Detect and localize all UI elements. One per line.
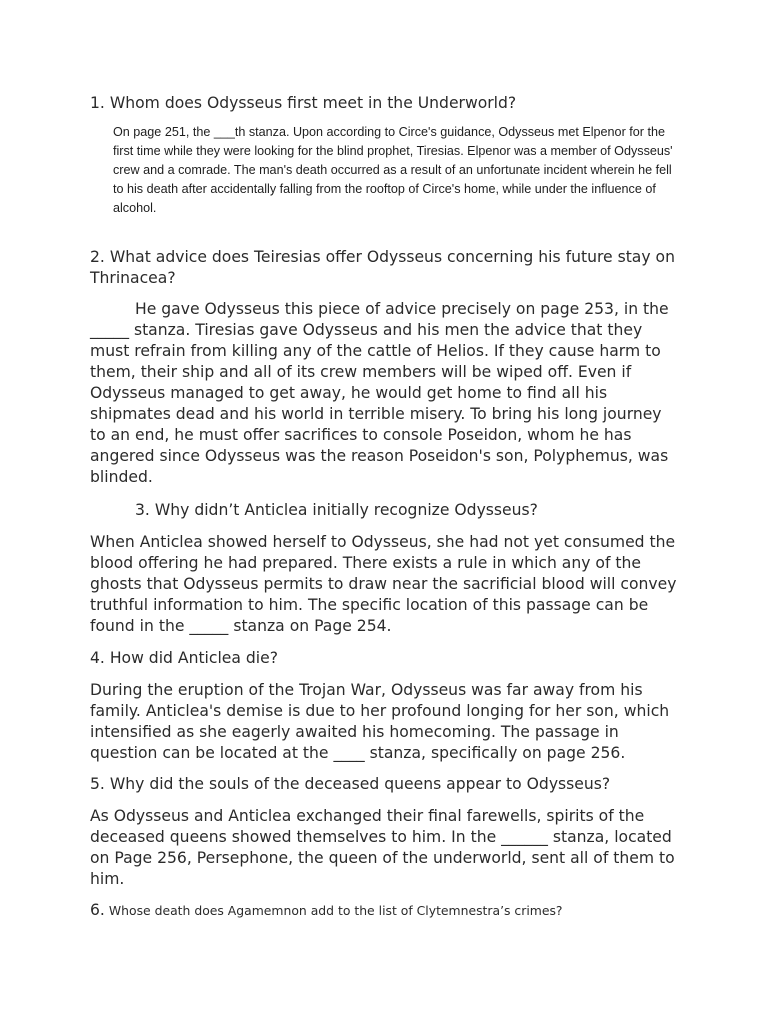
question-1: 1. Whom does Odysseus first meet in the Underworld? <box>90 94 517 112</box>
answer-3: When Anticlea showed herself to Odysseus, she had not yet consumed the blood offering he had prepared. There exists a rule in which any of the ghosts that Odysseus permits to draw near the sacrificial blood will convey truthful information to him. The specific location of this passage can be found in the _____ stanza on Page 254. <box>90 533 677 635</box>
question-6-number: 6. <box>90 901 105 919</box>
question-2: 2. What advice does Teiresias offer Odysseus concerning his future stay on Thrinacea? <box>90 248 675 287</box>
answer-5: As Odysseus and Anticlea exchanged their final farewells, spirits of the deceased queens showed themselves to him. In the ______ stanza, located on Page 256, Persephone, the queen of the underworld, sent all of them to him. <box>90 807 675 888</box>
answer-2: He gave Odysseus this piece of advice precisely on page 253, in the _____ stanza. Tiresias gave Odysseus and his men the advice that they must refrain from killing any of the cattle of Helios. If they cause harm to them, their ship and all of its crew members will be wiped off. Even if Odysseus managed to get away, he would get home to find all his shipmates dead and his world in terrible misery. To bring his long journey to an end, he must offer sacrifices to console Poseidon, whom he has angered since Odysseus was the reason Poseidon's son, Polyphemus, was blinded. <box>90 300 669 486</box>
question-4: 4. How did Anticlea die? <box>90 649 279 667</box>
question-5: 5. Why did the souls of the deceased queens appear to Odysseus? <box>90 775 611 793</box>
question-3: 3. Why didn’t Anticlea initially recognize Odysseus? <box>135 501 538 519</box>
question-6-text: Whose death does Agamemnon add to the list of Clytemnestra’s crimes? <box>108 903 563 918</box>
question-6 <box>90 901 690 920</box>
answer-4: During the eruption of the Trojan War, Odysseus was far away from his family. Anticlea's demise is due to her profound longing for her son, which intensified as she eagerly awaited his homecoming. The passage in question can be located at the ____ stanza, specifically on page 256. <box>90 681 670 762</box>
answer-1: On page 251, the ___th stanza. Upon according to Circe's guidance, Odysseus met Elpenor for the first time while they were looking for the blind prophet, Tiresias. Elpenor was a member of Odysseus' crew and a comrade. The man's death occurred as a result of an unfortunate incident wherein he fell to his death after accidentally falling from the rooftop of Circe's home, while under the influence of alcohol. <box>113 125 673 215</box>
